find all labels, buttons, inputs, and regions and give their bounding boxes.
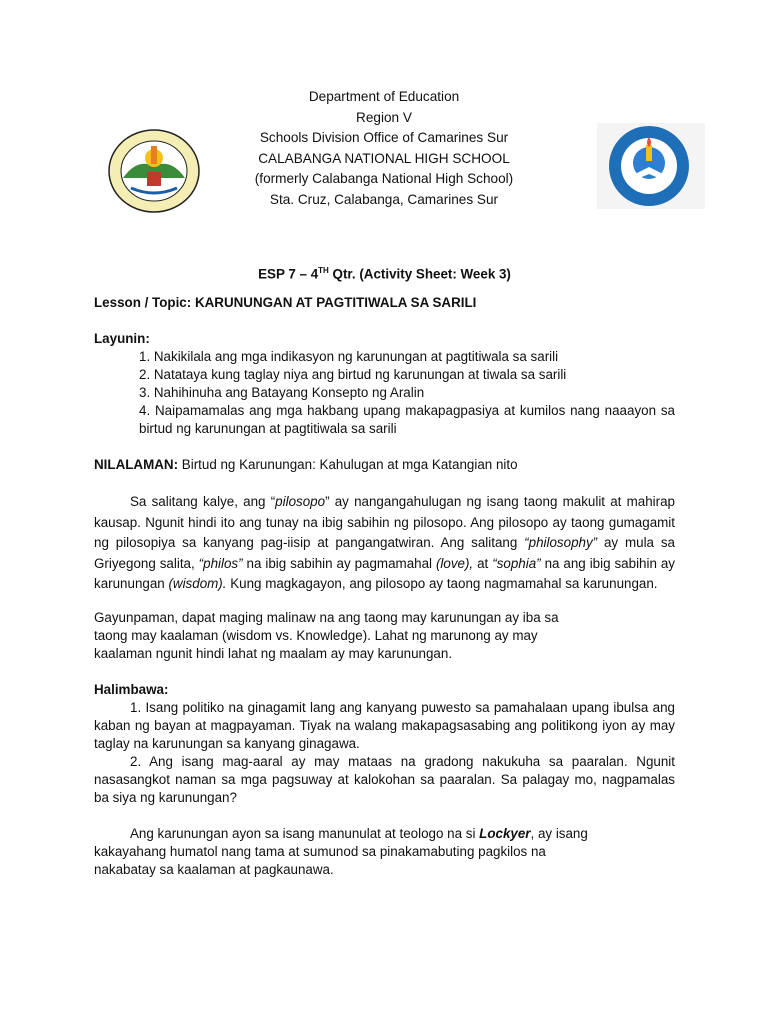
paragraph-line: kaalaman ngunit hindi lahat ng maalam ay may karunungan. (94, 645, 453, 661)
text-run: Kung magkagayon, ang pilosopo ay taong nagmamahal sa karunungan. (226, 576, 658, 592)
title-text-rest: Qtr. (Activity Sheet: Week 3) (328, 266, 511, 282)
text-run: Sa salitang kalye, ang “ (130, 494, 276, 510)
text-run: at (473, 555, 493, 571)
objective-item: 4. Naipamamalas ang mga hakbang upang makapagpasiya at kumilos nang naaayon sa birtud ng karunungan at pagtitiwala sa sarili (139, 403, 675, 437)
activity-title (94, 262, 675, 283)
letterhead-line: Schools Division Office of Camarines Sur (259, 130, 509, 145)
text-run: ” ay nangangahulugan ng isang taong makulit at mahirap kausap. Ngunit hindi ito ang tunay na ibig sabihin ng pilosopo. Ang pilosopo ay taong gumagamit ng pilosopiya sa kanyang pag-iisip at pangangatwiran. Ang salitang (94, 494, 675, 551)
halimbawa-heading: Halimbawa: (94, 681, 169, 697)
text-run: Ang karunungan ayon sa isang manunulat at teologo na si (130, 825, 480, 841)
paragraph-line: Gayunpaman, dapat maging malinaw na ang taong may karunungan ay iba sa (94, 609, 559, 625)
text-run: na ang ibig sabihin ay karunungan (94, 555, 675, 592)
letterhead-line: (formerly Calabanga National High School) (254, 171, 514, 186)
example-2: 2. Ang isang mag-aaral ay may mataas na gradong nakukuha sa paaralan. Ngunit nasasangkot naman sa mga pagsuway at kalokohan sa paaralan. Sa palagay mo, nagpamalas ba siya ng karunungan? (94, 753, 675, 805)
objective-item: 3. Nahihinuha ang Batayang Konsepto ng Aralin (139, 385, 425, 401)
paragraph-pilosopo (94, 492, 675, 594)
italic-run: “philos” (198, 555, 243, 571)
paragraph-lockyer (94, 825, 675, 843)
title-text: ESP 7 – 4 (258, 266, 319, 282)
lesson-topic (94, 294, 675, 312)
letterhead-line: Department of Education (308, 89, 460, 104)
title-superscript: TH (318, 266, 329, 275)
paragraph-line: kakayahang humatol nang tama at sumunod sa pinakamabuting pagkilos na (94, 843, 546, 859)
letterhead-line: CALABANGA NATIONAL HIGH SCHOOL (258, 150, 510, 166)
lesson-label: Lesson / Topic: (94, 295, 192, 311)
letterhead-line: Region V (356, 109, 412, 125)
text-run: na ibig sabihin ay pagmamahal (242, 555, 436, 571)
nilalaman-label: NILALAMAN: (94, 457, 179, 473)
objective-item: 1. Nakikilala ang mga indikasyon ng karunungan at pagtitiwala sa sarili (139, 349, 559, 365)
paragraph-line: nakabatay sa kaalaman at pagkaunawa. (94, 861, 334, 877)
letterhead-line: Sta. Cruz, Calabanga, Camarines Sur (269, 191, 499, 207)
italic-run: (wisdom). (168, 576, 227, 592)
paragraph-line: taong may kaalaman (wisdom vs. Knowledge). Lahat ng marunong ay may (94, 627, 538, 643)
objective-item: 2. Natataya kung taglay niya ang birtud ng karunungan at tiwala sa sarili (139, 367, 567, 383)
document-body (94, 262, 675, 879)
letterhead (0, 87, 768, 210)
bold-italic-run: Lockyer (479, 825, 531, 841)
italic-run: “sophia” (492, 555, 541, 571)
text-run: ay mula sa Griyegong salita, (94, 535, 675, 571)
nilalaman-line (94, 456, 675, 474)
italic-run: pilosopo (275, 494, 326, 510)
text-run: , ay isang (530, 825, 588, 841)
italic-run: (love), (435, 555, 474, 571)
lesson-value: KARUNUNGAN AT PAGTITIWALA SA SARILI (194, 295, 477, 311)
nilalaman-value: Birtud ng Karunungan: Kahulugan at mga Katangian nito (181, 457, 518, 473)
layunin-heading: Layunin: (94, 331, 150, 347)
italic-run: “philosophy” (524, 535, 598, 551)
example-1: 1. Isang politiko na ginagamit lang ang kanyang puwesto sa pamahalaan upang ibulsa ang kaban ng bayan at magpayaman. Tiyak na walang makapagsasabing ang politikong iyon ay may taglay na karunungan sa kanyang ginagawa. (94, 699, 675, 751)
